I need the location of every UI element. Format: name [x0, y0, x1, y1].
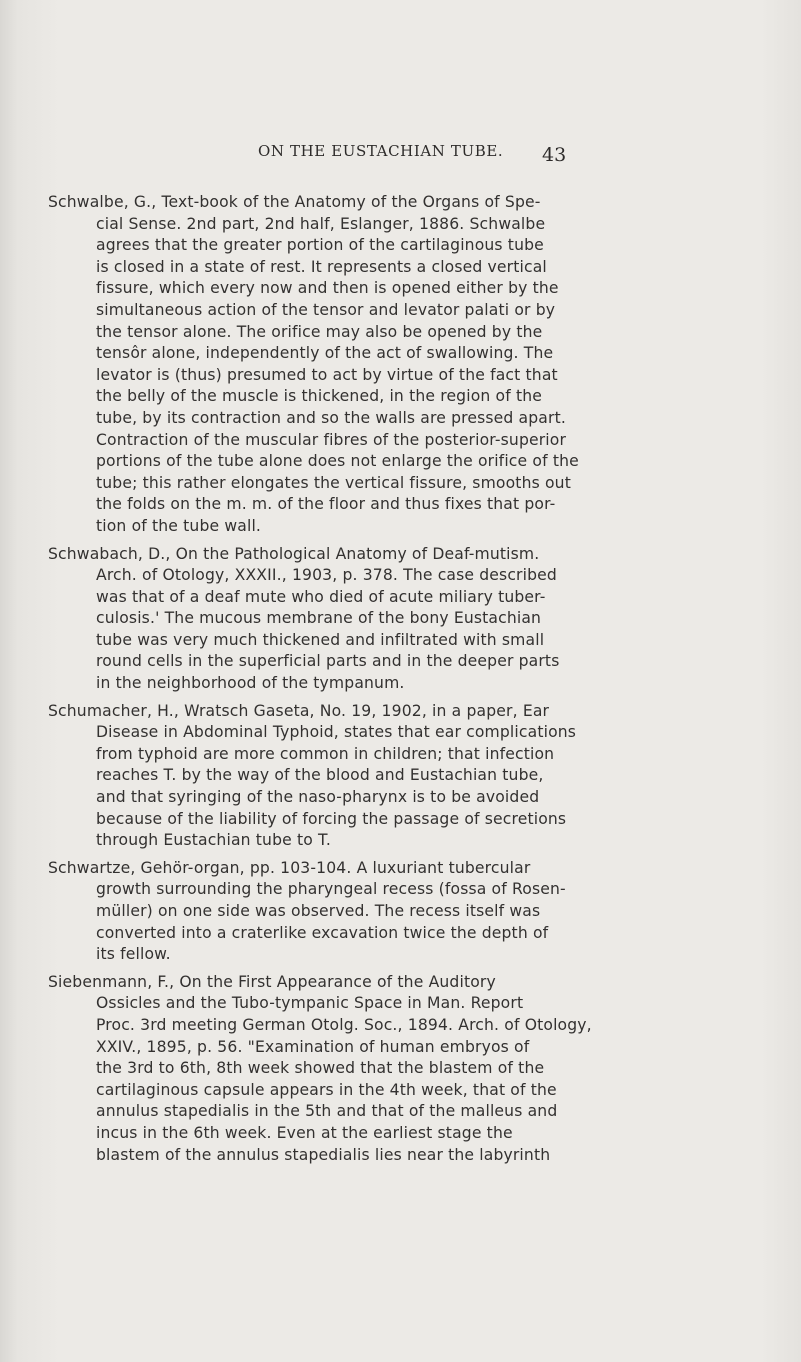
bibliography-entry-schwartze — [48, 858, 758, 966]
entry-line: Siebenmann, F., On the First Appearance of the Auditory — [48, 972, 496, 991]
entry-line: müller) on one side was observed. The recess itself was — [96, 902, 541, 920]
entry-line: fissure, which every now and then is opened either by the — [96, 279, 559, 298]
entry-line: from typhoid are more common in children; that infection — [96, 744, 555, 763]
entry-line: annulus stapedialis in the 5th and that of the malleus and — [96, 1102, 558, 1121]
entry-line: Schwalbe, G., Text-book of the Anatomy of the Organs of Spe- — [48, 193, 541, 211]
bibliography-entry-schumacher — [48, 701, 758, 852]
entry-line: tube; this rather elongates the vertical fissure, smooths out — [96, 473, 571, 492]
entry-line: Disease in Abdominal Typhoid, states that ear complications — [96, 723, 577, 742]
entry-line: and that syringing of the naso-pharynx is to be avoided — [96, 788, 540, 807]
bibliography-body — [48, 192, 758, 1172]
entry-line: Schumacher, H., Wratsch Gaseta, No. 19, 1902, in a paper, Ear — [48, 701, 550, 720]
page-header — [258, 142, 758, 176]
page-number: 43 — [542, 144, 567, 166]
entry-line: tube, by its contraction and so the walls are pressed apart. — [96, 408, 566, 427]
entry-line: Schwabach, D., On the Pathological Anatomy of Deaf-mutism. — [48, 544, 540, 563]
entry-line: reaches T. by the way of the blood and Eustachian tube, — [96, 766, 544, 785]
entry-line: agrees that the greater portion of the cartilaginous tube — [96, 236, 544, 255]
bibliography-entry-schwabach — [48, 544, 758, 695]
entry-line: its fellow. — [96, 945, 171, 964]
entry-line: the 3rd to 6th, 8th week showed that the blastem of the — [96, 1059, 545, 1078]
entry-line: Arch. of Otology, XXXII., 1903, p. 378. The case described — [96, 566, 557, 585]
entry-line: cartilaginous capsule appears in the 4th week, that of the — [96, 1080, 557, 1099]
entry-line: Proc. 3rd meeting German Otolg. Soc., 1894. Arch. of Otology, — [96, 1015, 592, 1034]
entry-line: Schwartze, Gehör-organ, pp. 103-104. A luxuriant tubercular — [48, 858, 531, 877]
entry-line: Ossicles and the Tubo-tympanic Space in Man. Report — [96, 994, 524, 1013]
entry-line: simultaneous action of the tensor and levator palati or by — [96, 300, 556, 319]
entry-line: tion of the tube wall. — [96, 516, 262, 535]
entry-line: culosis.' The mucous membrane of the bony Eustachian — [96, 609, 542, 628]
entry-line: is closed in a state of rest. It represents a closed vertical — [96, 257, 547, 276]
entry-line: XXIV., 1895, p. 56. "Examination of human embryos of — [96, 1037, 530, 1056]
bibliography-entry-siebenmann — [48, 972, 758, 1166]
entry-line: blastem of the annulus stapedialis lies near the labyrinth — [96, 1145, 551, 1164]
entry-line: Contraction of the muscular fibres of the posterior-superior — [96, 430, 567, 449]
entry-line: through Eustachian tube to T. — [96, 831, 331, 850]
entry-line: because of the liability of forcing the passage of secretions — [96, 809, 567, 828]
entry-line: converted into a craterlike excavation twice the depth of — [96, 923, 549, 942]
entry-line: cial Sense. 2nd part, 2nd half, Eslanger, 1886. Schwalbe — [96, 214, 546, 233]
entry-line: in the neighborhood of the tympanum. — [96, 674, 405, 693]
entry-line: tube was very much thickened and infiltrated with small — [96, 630, 545, 649]
entry-line: incus in the 6th week. Even at the earliest stage the — [96, 1123, 513, 1142]
entry-line: was that of a deaf mute who died of acute miliary tuber- — [96, 587, 546, 606]
entry-line: the belly of the muscle is thickened, in the region of the — [96, 387, 543, 406]
entry-line: the folds on the m. m. of the floor and thus fixes that por- — [96, 495, 556, 514]
entry-line: the tensor alone. The orifice may also be opened by the — [96, 322, 543, 341]
running-title: ON THE EUSTACHIAN TUBE. — [258, 142, 504, 160]
entry-line: levator is (thus) presumed to act by virtue of the fact that — [96, 365, 558, 384]
entry-line: round cells in the superficial parts and in the deeper parts — [96, 652, 560, 671]
entry-line: growth surrounding the pharyngeal recess (fossa of Rosen- — [96, 880, 566, 899]
bibliography-entry-schwalbe — [48, 192, 758, 538]
entry-line: portions of the tube alone does not enlarge the orifice of the — [96, 452, 579, 471]
entry-line: tensôr alone, independently of the act of swallowing. The — [96, 344, 554, 363]
